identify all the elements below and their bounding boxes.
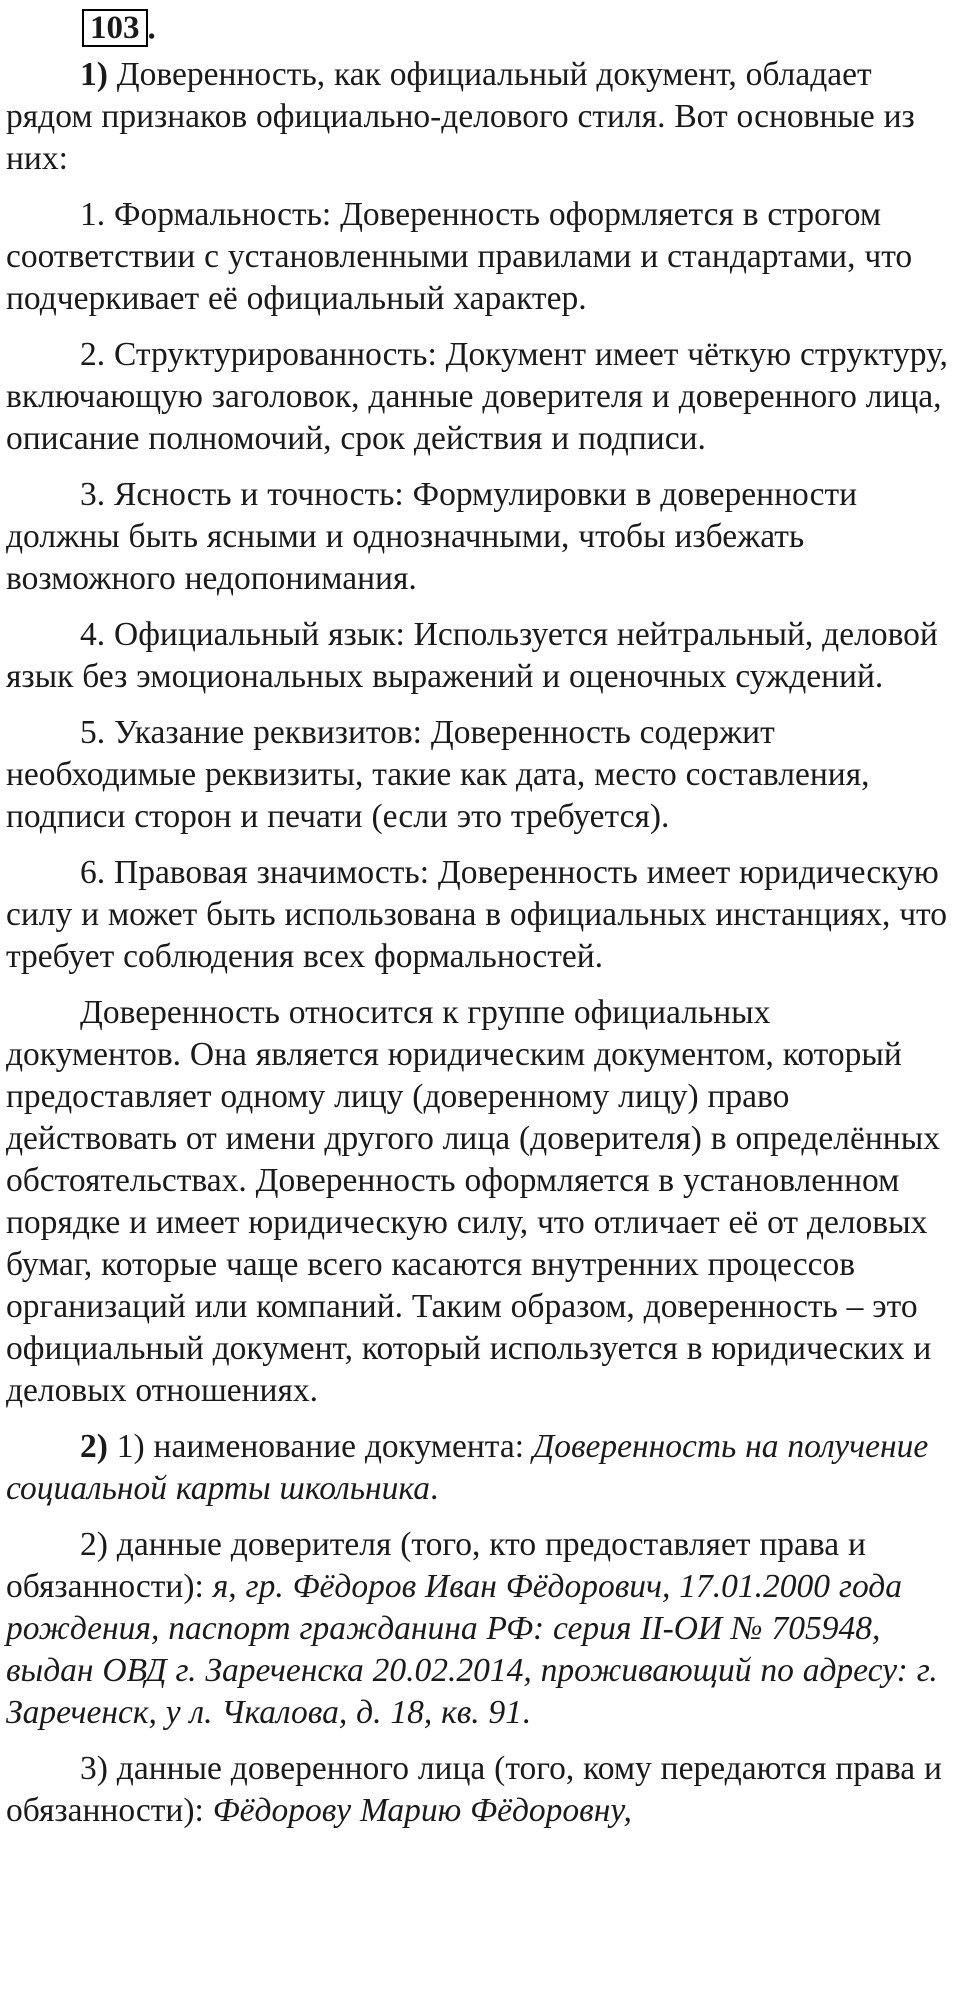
document-name-end: . [429, 1470, 439, 1507]
attorney-label: 3) данные доверенного лица (того, кому передаются права и обязанности): [6, 1750, 942, 1829]
exercise-header [82, 6, 156, 46]
document-name-value: Доверенность на получение социальной карты школьника [6, 1428, 929, 1507]
part2-item-2 [6, 1524, 954, 1734]
exercise-text [6, 54, 954, 1846]
feature-item-6: 6. Правовая значимость: Доверенность имеет юридическую силу и может быть использована в официальных инстанциях, что требует соблюдения всех формальностей. [6, 854, 948, 975]
principal-end: . [522, 1694, 531, 1731]
part1-conclusion: Доверенность относится к группе официальных документов. Она является юридическим документом, который предоставляет одному лицу (доверенному лицу) право действовать от имени другого лица (доверителя) в определённых обстоятельствах. Доверенность оформляется в установленном порядке и имеет юридическую силу, что отличает её от деловых бумаг, которые чаще всего касаются внутренних процессов организаций или компаний. Таким образом, доверенность – это официальный документ, который используется в юридических и деловых отношениях. [6, 994, 940, 1409]
feature-item-1: 1. Формальность: Доверенность оформляется в строгом соответствии с установленными правилами и стандартами, что подчеркивает её официальный характер. [6, 196, 913, 317]
feature-item-5: 5. Указание реквизитов: Доверенность содержит необходимые реквизиты, такие как дата, место составления, подписи сторон и печати (если это требуется). [6, 714, 870, 835]
principal-label: 2) данные доверителя (того, кто предоставляет права и обязанности): [6, 1526, 866, 1605]
exercise-number: 103 [82, 9, 148, 47]
feature-item-4: 4. Официальный язык: Используется нейтральный, деловой язык без эмоциональных выражений и оценочных суждений. [6, 616, 938, 695]
feature-item-3: 3. Ясность и точность: Формулировки в доверенности должны быть ясными и однозначными, чтобы избежать возможного недопонимания. [6, 476, 858, 597]
principal-details: я, гр. Фёдоров Иван Фёдорович, 17.01.2000 года рождения, паспорт гражданина РФ: серия II-ОИ № 705948, выдан ОВД г. Зареченска 20.02.2014, проживающий по адресу: г. Зареченск, у л. Чкалова, д. 18, кв. 91 [6, 1568, 938, 1731]
part2-item-1 [6, 1426, 954, 1510]
document-name-label: 1) наименование документа: [107, 1428, 533, 1465]
attorney-details: Фёдорову Марию Фёдоровну, [212, 1792, 632, 1829]
part2-item-3 [6, 1748, 954, 1832]
part1-intro-text: Доверенность, как официальный документ, обладает рядом признаков официально-делового стиля. Вот основные из них: [6, 56, 915, 177]
part1-intro [6, 54, 954, 180]
part2-marker: 2) [80, 1428, 108, 1465]
exercise-number-dot: . [147, 10, 156, 47]
part1-marker: 1) [80, 56, 108, 93]
feature-item-2: 2. Структурированность: Документ имеет чёткую структуру, включающую заголовок, данные доверителя и доверенного лица, описание полномочий, срок действия и подписи. [6, 336, 948, 457]
